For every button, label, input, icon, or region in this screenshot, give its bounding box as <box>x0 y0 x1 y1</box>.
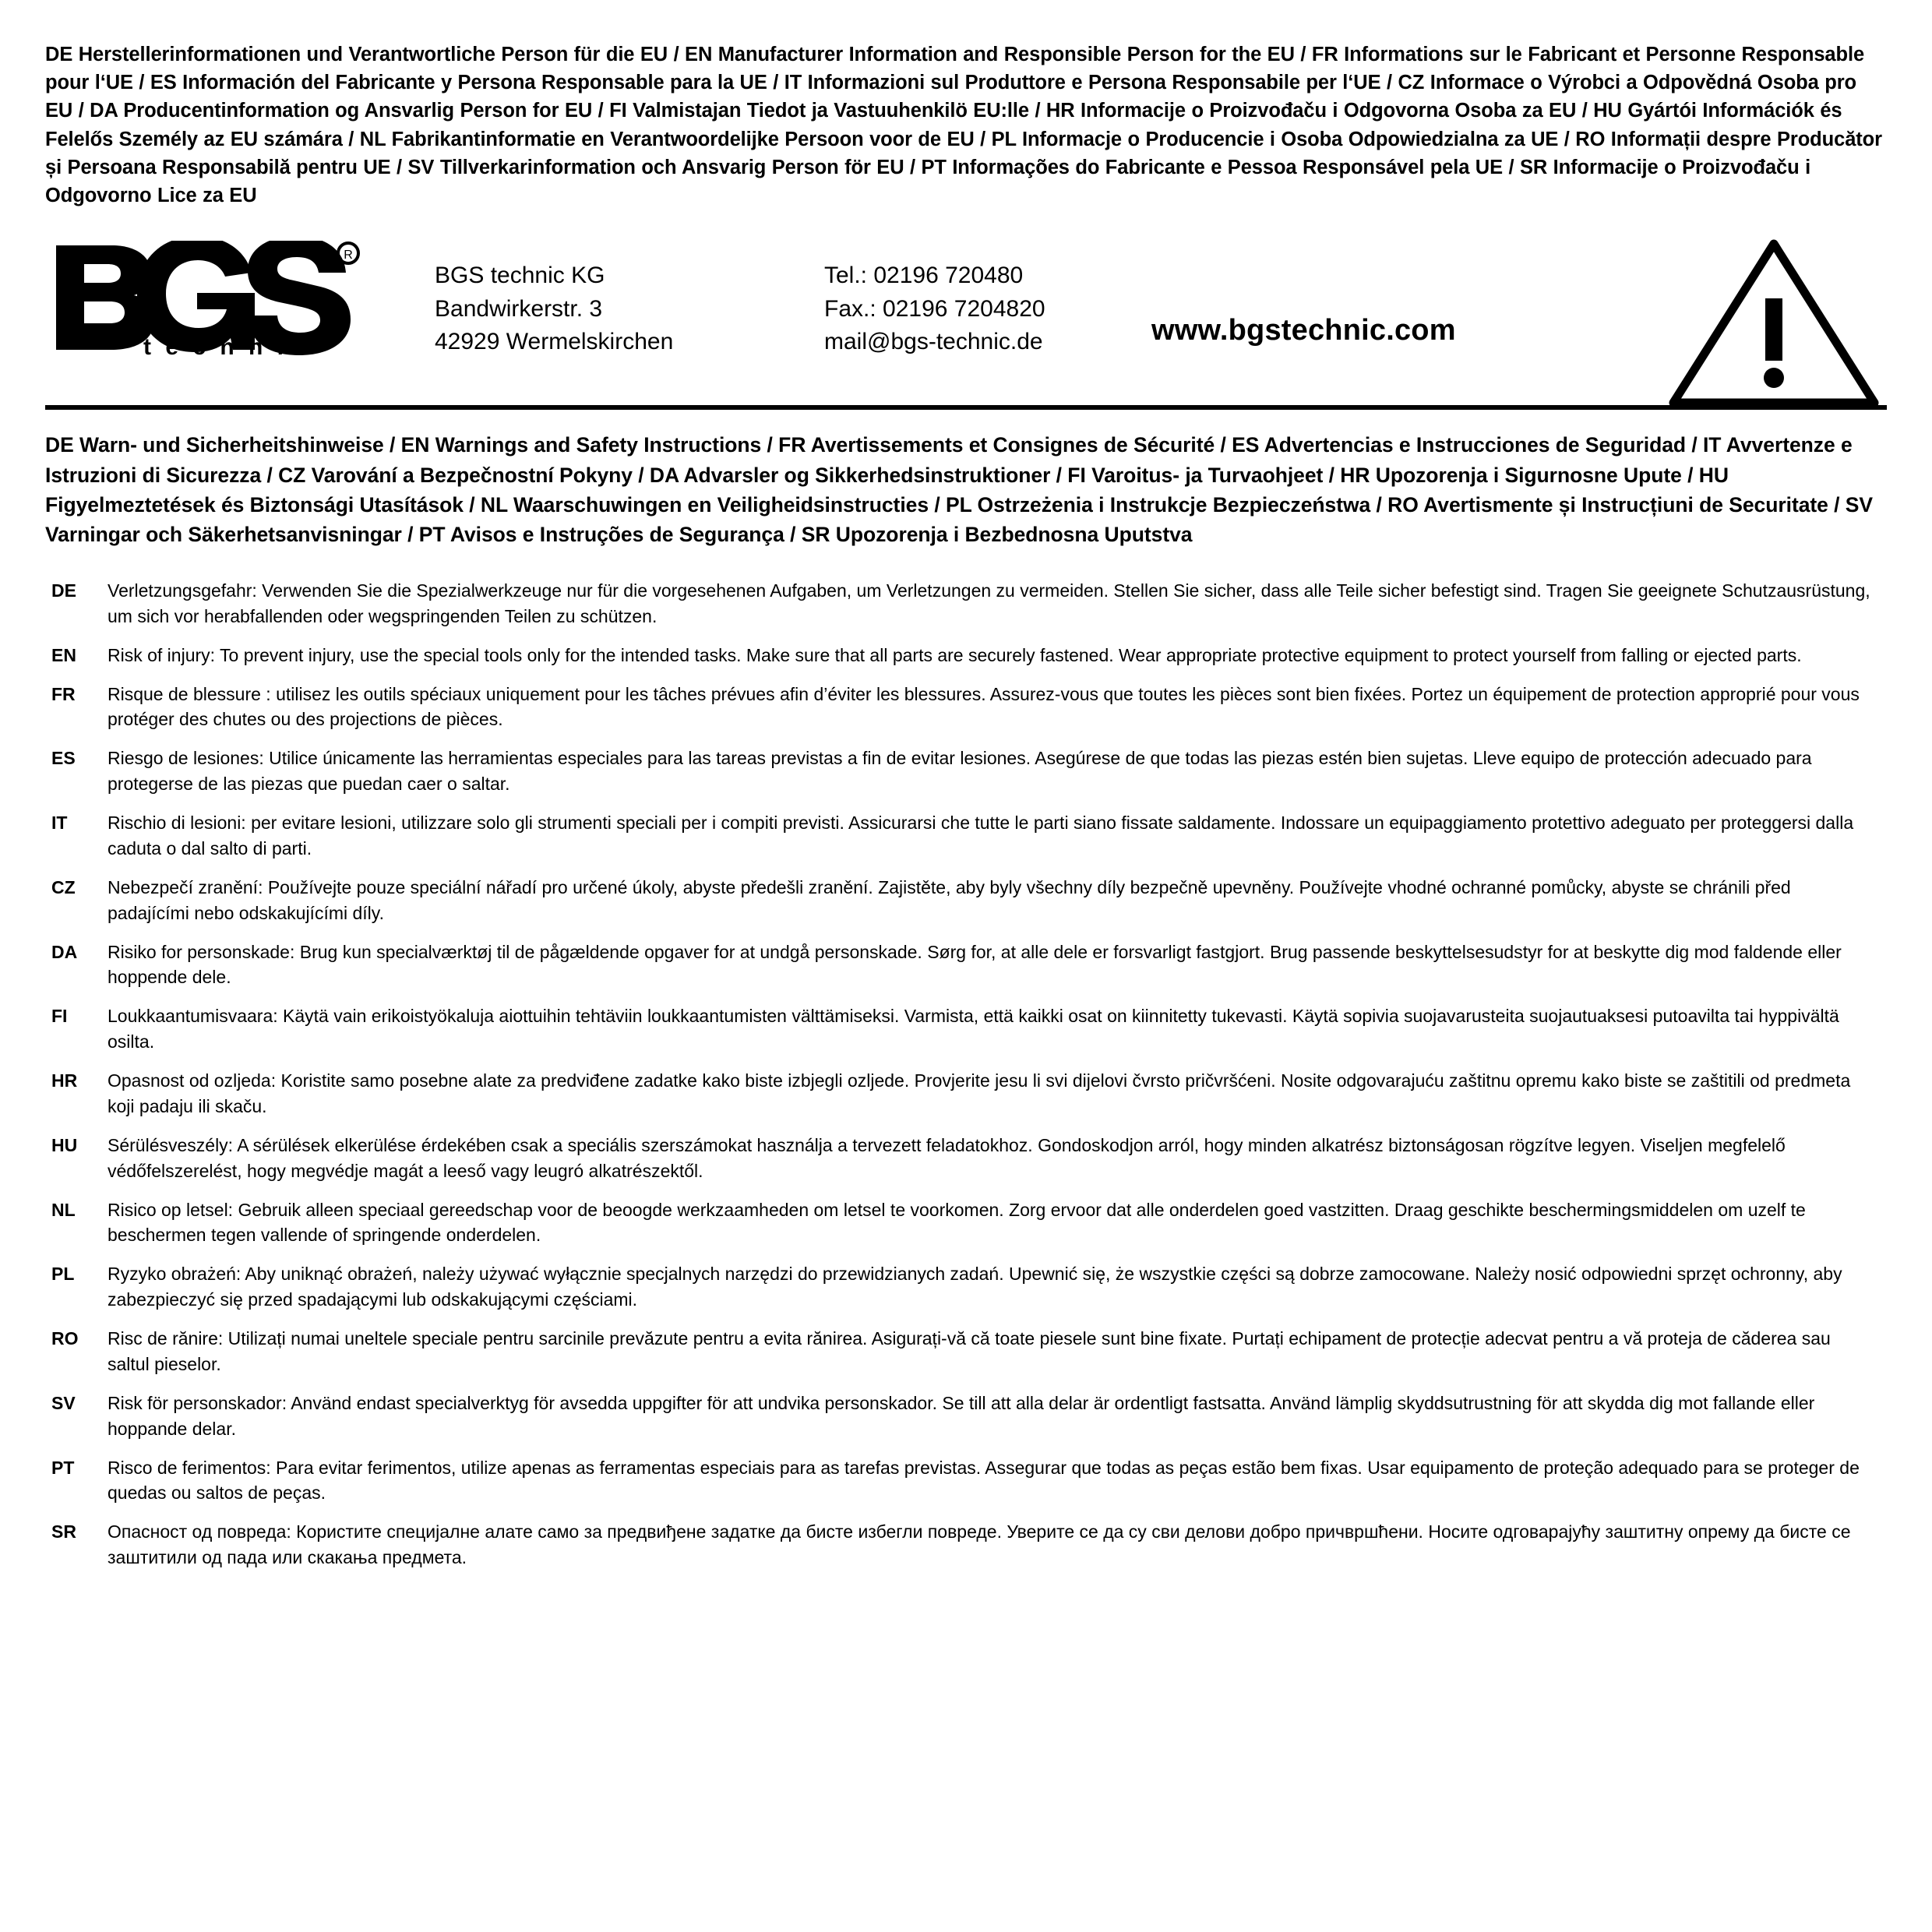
warning-triangle-icon <box>1669 238 1879 409</box>
svg-text:R: R <box>344 249 353 263</box>
warning-text: Risico op letsel: Gebruik alleen speciaal gereedschap voor de beoogde werkzaamheden om letsel te voorkomen. Zorg ervoor dat alle onderdelen goed vastzitten. Draag geschikte beschermingsmiddelen om uzelf te beschermen tegen vallende of springende onderdelen. <box>108 1199 1806 1246</box>
list-item <box>45 1068 1887 1119</box>
company-street: Bandwirkerstr. 3 <box>435 295 603 322</box>
language-code: SR <box>51 1521 76 1542</box>
warning-text: Opasnost od ozljeda: Koristite samo posebne alate za predviđene zadatke kako biste izbjegli ozljede. Provjerite jesu li svi dijelovi čvrsto pričvršćeni. Nosite odgovarajuću zaštitnu opremu kako biste se zaštitili od predmeta koji padaju ili skaču. <box>108 1070 1851 1116</box>
list-item <box>45 1197 1887 1249</box>
warning-text: Rischio di lesioni: per evitare lesioni, utilizzare solo gli strumenti speciali per i compiti previsti. Assicurarsi che tutte le parti siano fissate saldamente. Indossare un equipaggiamento protettivo adeguato per proteggersi dalla caduta o dal salto di parti. <box>108 813 1854 858</box>
language-code: EN <box>51 644 76 665</box>
list-item <box>45 1003 1887 1055</box>
list-item <box>45 940 1887 991</box>
warning-text: Опасност од повреда: Користите специјалне алате само за предвиђене задатке да бисте избегли повреде. Уверите се да су сви делови добро причвршћени. Носите одговарајућу заштитну опрему да бисте се заштитили од пада или скакања предмета. <box>108 1521 1851 1568</box>
warning-text: Sérülésveszély: A sérülések elkerülése érdekében csak a speciális szerszámokat használja a tervezett feladatokhoz. Gondoskodjon arról, hogy minden alkatrész biztonságosan rögzítve legyen. Viseljen megfelelő védőfelszerelést, hogy megvédje magát a leeső vagy leugró alkatrészektől. <box>108 1134 1786 1181</box>
warning-text: Risiko for personskade: Brug kun specialværktøj til de pågældende opgaver for at undgå personskade. Sørg for, at alle dele er forsvarligt fastgjort. Brug passende beskyttelsesudstyr for at beskytte dig mod faldende eller hoppende dele. <box>108 941 1842 988</box>
warning-text: Risk of injury: To prevent injury, use the special tools only for the intended tasks. Make sure that all parts are securely fastened. Wear appropriate protective equipment to protect yourself from falling or ejected parts. <box>108 644 1802 665</box>
list-item <box>45 1326 1887 1377</box>
language-code: CZ <box>51 876 76 897</box>
language-code: FR <box>51 683 76 704</box>
company-header <box>45 230 1887 410</box>
warning-text: Risco de ferimentos: Para evitar ferimentos, utilize apenas as ferramentas especiais para as tarefas previstas. Assegurar que todas as peças estão bem fixas. Usar equipamento de proteção adequado para se proteger de quedas ou saltos de peças. <box>108 1457 1860 1504</box>
warning-text: Riesgo de lesiones: Utilice únicamente las herramientas especiales para las tareas previstas a fin de evitar lesiones. Asegúrese de que todas las piezas estén bien sujetas. Lleve equipo de protección adecuado para protegerse de las piezas que puedan caer o saltar. <box>108 748 1812 795</box>
language-code: IT <box>51 813 68 834</box>
company-name: BGS technic KG <box>435 263 605 289</box>
list-item <box>45 578 1887 629</box>
language-code: SV <box>51 1392 76 1413</box>
language-code: FI <box>51 1006 68 1027</box>
company-address <box>435 259 673 359</box>
warning-text: Verletzungsgefahr: Verwenden Sie die Spezialwerkzeuge nur für die vorgesehenen Aufgaben, um Verletzungen zu vermeiden. Stellen Sie sicher, dass alle Teile sicher befestigt sind. Tragen Sie geeignete Schutzausrüstung, um sich vor herabfallenden oder wegspringenden Teilen zu schützen. <box>108 580 1870 626</box>
company-fax: Fax.: 02196 7204820 <box>824 295 1045 322</box>
warning-text: Ryzyko obrażeń: Aby uniknąć obrażeń, należy używać wyłącznie specjalnych narzędzi do przewidzianych zadań. Upewnić się, że wszystkie części są dobrze zamocowane. Należy nosić odpowiedni sprzęt ochronny, aby zabezpieczyć się przed spadającymi lub odskakującymi częściami. <box>108 1264 1842 1310</box>
language-code: HU <box>51 1134 78 1155</box>
language-code: RO <box>51 1328 79 1349</box>
language-code: HR <box>51 1070 78 1091</box>
list-item <box>45 1133 1887 1184</box>
list-item <box>45 682 1887 733</box>
list-item <box>45 746 1887 797</box>
warning-text: Nebezpečí zranění: Používejte pouze speciální nářadí pro určené úkoly, abyste předešli zranění. Zajistěte, aby byly všechny díly bezpečně upevněny. Používejte vhodné ochranné pomůcky, abyste se chránili před padajícími nebo odskakujícími díly. <box>108 876 1791 923</box>
list-item <box>45 875 1887 926</box>
list-item <box>45 1261 1887 1313</box>
language-code: DE <box>51 580 76 601</box>
bgs-logo <box>50 241 361 358</box>
warnings-list <box>45 578 1887 1571</box>
company-email[interactable]: mail@bgs-technic.de <box>824 329 1043 355</box>
svg-text:t e c h n i c: t e c h n i c <box>143 334 316 358</box>
language-code: NL <box>51 1199 76 1220</box>
safety-instructions-heading: DE Warn- und Sicherheitshinweise / EN Warnings and Safety Instructions / FR Avertissements et Consignes de Sécurité / ES Advertencias e Instrucciones de Seguridad / IT Avvertenze e Istruzioni di Sicurezza / CZ Varování a Bezpečnostní Pokyny / DA Advarsler og Sikkerhedsinstruktioner / FI Varoitus- ja Turvaohjeet / HR Upozorenja i Sigurnosne Upute / HU Figyelmeztetések és Biztonsági Utasítások / NL Waarschuwingen en Veiligheidsinstructies / PL Ostrzeżenia i Instrukcje Bezpieczeństwa / RO Avertismente și Instrucțiuni de Securitate / SV Varningar och Säkerhetsanvisningar / PT Avisos e Instruções de Segurança / SR Upozorenja i Bezbednosna Uputstva <box>45 433 1874 547</box>
language-code: PT <box>51 1457 75 1478</box>
language-code: PL <box>51 1264 75 1285</box>
company-city: 42929 Wermelskirchen <box>435 329 674 355</box>
list-item <box>45 1519 1887 1571</box>
company-website[interactable]: www.bgstechnic.com <box>1151 314 1456 347</box>
warning-text: Risque de blessure : utilisez les outils spéciaux uniquement pour les tâches prévues afin d’éviter les blessures. Assurez-vous que toutes les pièces sont bien fixées. Portez un équipement de protection approprié pour vous protéger des chutes ou des projections de pièces. <box>108 683 1860 730</box>
company-contact <box>824 259 1045 359</box>
manufacturer-info-heading: DE Herstellerinformationen und Verantwortliche Person für die EU / EN Manufacturer Information and Responsible Person for the EU / FR Informations sur le Fabricant et Personne Responsable pour l‘UE / ES Información del Fabricante y Persona Responsable para la UE / IT Informazioni sul Produttore e Persona Responsabile per l‘UE / CZ Informace o Výrobci a Odpovědná Osoba pro EU / DA Producentinformation og Ansvarlig Person for EU / FI Valmistajan Tiedot ja Vastuuhenkilö EU:lle / HR Informacije o Proizvođaču i Odgovorna Osoba za EU / HU Gyártói Információk és Felelős Személy az EU számára / NL Fabrikantinformatie en Verantwoordelijke Persoon voor de EU / PL Informacje o Producencie i Osoba Odpowiedzialna za UE / RO Informații despre Producător și Persoana Responsabilă pentru UE / SV Tillverkarinformation och Ansvarig Person för EU / PT Informações do Fabricante e Pessoa Responsável pela UE / SR Informacije o Proizvođaču i Odgovorno Lice za EU <box>45 44 1882 207</box>
warning-text: Loukkaantumisvaara: Käytä vain erikoistyökaluja aiottuihin tehtäviin loukkaantumisten välttämiseksi. Varmista, että kaikki osat on kiinnitetty tukevasti. Käytä sopivia suojavarusteita suojautuaksesi putoavilta tai hyppivältä osilta. <box>108 1006 1839 1052</box>
list-item <box>45 643 1887 668</box>
warning-text: Risk för personskador: Använd endast specialverktyg för avsedda uppgifter för att undvika personskador. Se till att alla delar är ordentligt fastsatta. Använd lämplig skyddsutrustning för att skydda dig mot fallande eller hoppande delar. <box>108 1392 1815 1439</box>
company-tel: Tel.: 02196 720480 <box>824 263 1024 289</box>
language-code: DA <box>51 941 78 962</box>
language-code: ES <box>51 748 76 769</box>
list-item <box>45 810 1887 862</box>
warning-text: Risc de rănire: Utilizați numai uneltele speciale pentru sarcinile prevăzute pentru a evita rănirea. Asigurați-vă că toate piesele sunt bine fixate. Purtați echipament de protecție adecvat pentru a vă proteja de căderea sau saltul pieselor. <box>108 1328 1831 1374</box>
list-item <box>45 1391 1887 1442</box>
list-item <box>45 1455 1887 1507</box>
